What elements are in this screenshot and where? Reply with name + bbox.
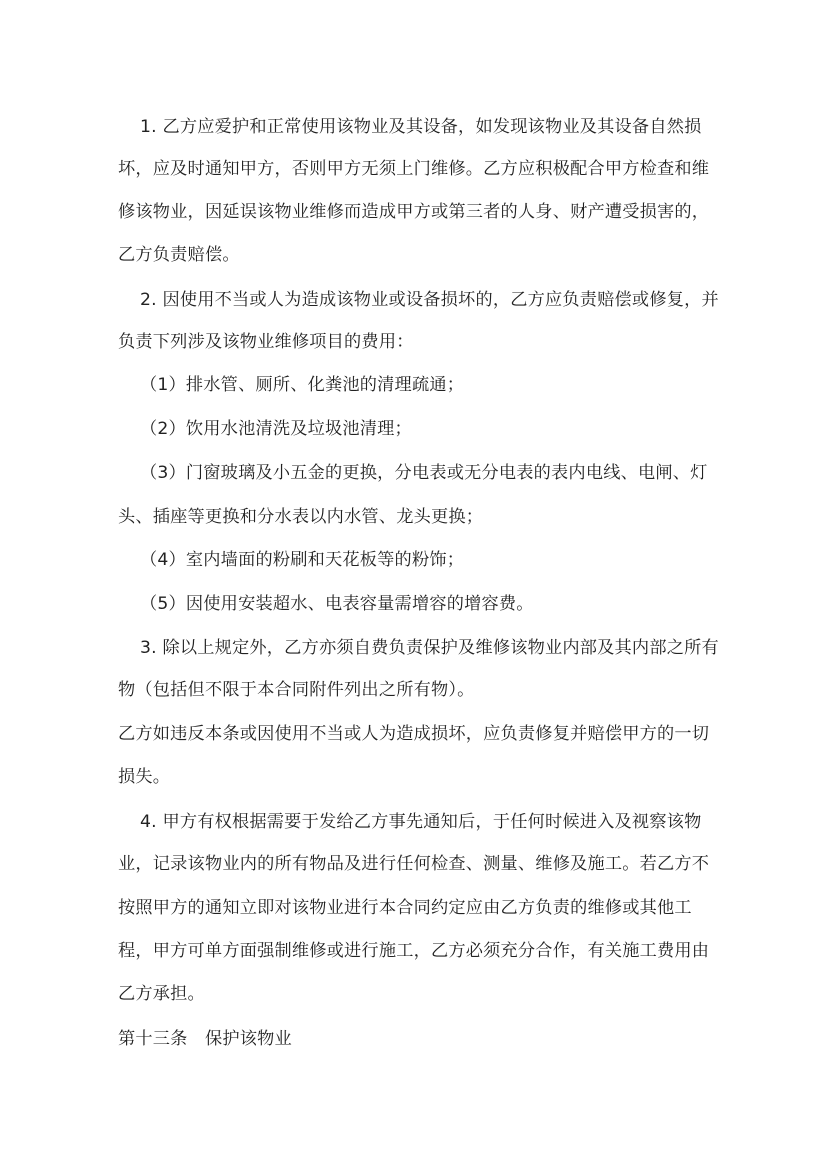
text-line: （1）排水管、厕所、化粪池的清理疏通； — [140, 375, 465, 395]
text-line: 坏，应及时通知甲方，否则甲方无须上门维修。乙方应积极配合甲方检查和维 — [118, 159, 710, 179]
text-line: 2. 因使用不当或人为造成该物业或设备损坏的，乙方应负责赔偿或修复，并 — [140, 290, 719, 310]
text-line: 修该物业，因延误该物业维修而造成甲方或第三者的人身、财产遭受损害的， — [118, 202, 710, 222]
text-line: 程，甲方可单方面强制维修或进行施工，乙方必须充分合作，有关施工费用由 — [118, 941, 710, 961]
text-line: 损失。 — [118, 767, 171, 787]
text-line: 4. 甲方有权根据需要于发给乙方事先通知后，于任何时候进入及视察该物 — [140, 812, 702, 832]
text-line: （5）因使用安装超水、电表容量需增容的增容费。 — [140, 594, 534, 614]
text-line: 第十三条 保护该物业 — [118, 1029, 292, 1049]
text-line: （3）门窗玻璃及小五金的更换，分电表或无分电表的表内电线、电闸、灯 — [140, 463, 708, 483]
text-line: 物（包括但不限于本合同附件列出之所有物）。 — [118, 680, 475, 700]
text-line: 业，记录该物业内的所有物品及进行任何检查、测量、维修及施工。若乙方不 — [118, 854, 710, 874]
text-line: 按照甲方的通知立即对该物业进行本合同约定应由乙方负责的维修或其他工 — [118, 898, 692, 918]
text-line: 乙方负责赔偿。 — [118, 245, 240, 265]
text-line: （4）室内墙面的粉刷和天花板等的粉饰； — [140, 550, 465, 570]
text-line: 乙方承担。 — [118, 984, 205, 1004]
text-line: 乙方如违反本条或因使用不当或人为造成损坏，应负责修复并赔偿甲方的一切 — [118, 724, 710, 744]
text-line: （2）饮用水池清洗及垃圾池清理； — [140, 419, 412, 439]
text-line: 负责下列涉及该物业维修项目的费用： — [118, 332, 414, 352]
text-line: 1. 乙方应爱护和正常使用该物业及其设备，如发现该物业及其设备自然损 — [140, 117, 702, 137]
text-line: 头、插座等更换和分水表以内水管、龙头更换； — [118, 507, 484, 527]
text-line: 3. 除以上规定外，乙方亦须自费负责保护及维修该物业内部及其内部之所有 — [140, 638, 719, 658]
